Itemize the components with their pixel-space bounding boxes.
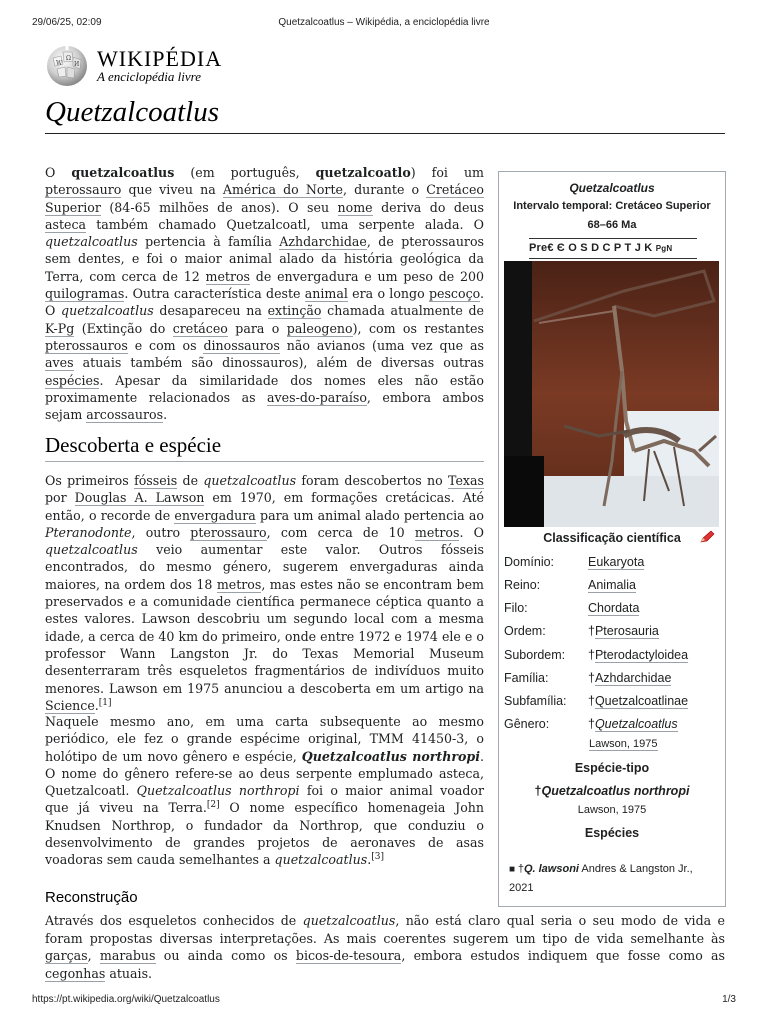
wikipedia-globe-icon xyxy=(45,44,89,88)
infobox xyxy=(498,171,726,907)
page-title: Quetzalcoatlus xyxy=(45,96,725,134)
link-metros-2[interactable]: metros xyxy=(414,524,460,540)
link-envergadura[interactable]: envergadura xyxy=(174,507,256,523)
taxon-row: Subfamília: †Quetzalcoatlinae xyxy=(504,694,689,708)
reference-1[interactable]: [1] xyxy=(98,697,112,708)
species-list-item: ■ †Q. lawsoni Andres & Langston Jr., 2021 xyxy=(509,863,693,894)
link-cretaceo[interactable]: cretáceo xyxy=(172,320,228,336)
type-species-authority: Lawson, 1975 xyxy=(577,804,647,816)
print-doc-title: Quetzalcoatlus – Wikipédia, a enciclopédia livre xyxy=(278,17,490,28)
taxon-row: Família: †Azhdarchidae xyxy=(504,671,672,685)
infobox-temporal-range: Intervalo temporal: Cretáceo Superior xyxy=(513,200,711,212)
link-dinossauros[interactable]: dinossauros xyxy=(203,337,280,353)
section-divider xyxy=(45,461,484,462)
taxon-link[interactable]: Eukaryota xyxy=(588,555,645,569)
type-species: †Quetzalcoatlus northropi xyxy=(534,784,690,798)
timeline-period: N xyxy=(666,244,673,253)
wikipedia-logo[interactable] xyxy=(45,44,265,88)
species-heading: Espécies xyxy=(584,826,640,840)
link-garcas[interactable]: garças xyxy=(45,948,88,963)
infobox-ma: 68–66 Ma xyxy=(587,219,637,231)
taxon-row: Ordem: †Pterosauria xyxy=(504,624,659,638)
skeleton-photo[interactable] xyxy=(504,261,719,527)
svg-text:Ω: Ω xyxy=(66,55,71,62)
link-lawson[interactable]: Lawson, 1975 xyxy=(589,738,658,750)
wikipedia-wordmark: WIKIPÉDIA xyxy=(97,46,223,71)
link-aves[interactable]: aves xyxy=(45,355,74,371)
timeline-period: Pre€ xyxy=(529,242,554,254)
taxon-link[interactable]: Animalia xyxy=(588,578,636,592)
taxon-row: Reino: Animalia xyxy=(504,578,636,592)
link-fosseis[interactable]: fósseis xyxy=(134,473,178,488)
link-extincao[interactable]: extinção xyxy=(267,303,322,319)
link-nome[interactable]: nome xyxy=(337,199,373,215)
descoberta-paragraph-2: Naquele mesmo ano, em uma carta subsequente ao mesmo periódico, ele fez o grande espécime original, TMM 41450-3, o holótipo de um novo gênero e espécie, Quetzalcoatlus northropi. O nome do gênero refere-se ao deus serpente emplumado asteca, Quetzalcoatl. Quetzalcoatlus northropi foi o maior animal voador que já viveu na Terra.[2] O nome específico homenageia John Knudsen Northrop, o fundador da Northrop, que conduziu o desenvolvimento de grandes projetos de aeronaves de asas voadoras sem cauda semelhantes a quetzalcoatlus.[3] xyxy=(45,714,484,868)
section-heading-reconstrucao: Reconstrução xyxy=(45,889,138,906)
link-bicos-de-tesoura[interactable]: bicos-de-tesoura xyxy=(295,948,402,963)
link-pterossauro-2[interactable]: pterossauro xyxy=(190,524,267,540)
link-azhdarchidae[interactable]: Azhdarchidae xyxy=(279,234,367,250)
geologic-timeline[interactable] xyxy=(529,242,697,258)
link-animal[interactable]: animal xyxy=(304,286,348,302)
link-k-pg[interactable]: K-Pg xyxy=(45,320,75,336)
taxon-row: Domínio: Eukaryota xyxy=(504,555,645,569)
link-quilogramas[interactable]: quilogramas xyxy=(45,286,125,302)
taxon-link[interactable]: Pterosauria xyxy=(594,624,659,638)
link-texas[interactable]: Texas xyxy=(448,473,484,488)
link-cretaceo-superior[interactable]: Cretáceo Superior xyxy=(45,182,484,215)
link-pescoco[interactable]: pescoço xyxy=(428,286,480,302)
timeline-period: D xyxy=(591,242,600,254)
link-cegonhas[interactable]: cegonhas xyxy=(45,965,106,981)
pencil-icon[interactable] xyxy=(699,530,715,544)
taxon-link[interactable]: Quetzalcoatlus xyxy=(594,717,678,731)
timeline-period: Pg xyxy=(655,244,667,253)
taxon-link[interactable]: Pterodactyloidea xyxy=(594,648,689,662)
reconstrucao-paragraph: Através dos esqueletos conhecidos de quetzalcoatlus, não está claro qual seria o seu modo de vida e foram propostas diversas interpretações. As mais coerentes sugerem um tipo de vida semelhante às garças, marabus ou ainda como os bicos-de-tesoura, embora estudos indiquem que fosse como as cegonhas atuais. xyxy=(45,913,725,981)
print-page-number: 1/3 xyxy=(722,994,736,1005)
link-marabus[interactable]: marabus xyxy=(99,948,156,963)
timeline-period: Є xyxy=(556,242,565,254)
genus-authority xyxy=(589,738,658,750)
taxon-link[interactable]: Chordata xyxy=(588,601,640,615)
timeline-period: P xyxy=(613,242,622,254)
print-url: https://pt.wikipedia.org/wiki/Quetzalcoatlus xyxy=(32,994,220,1005)
link-pterossauro[interactable]: pterossauro xyxy=(45,182,122,198)
link-science[interactable]: Science xyxy=(45,697,95,713)
timeline-top-line xyxy=(529,238,697,239)
timeline-period: S xyxy=(580,242,588,254)
link-metros[interactable]: metros xyxy=(205,268,251,284)
link-pterossauros[interactable]: pterossauros xyxy=(45,337,128,353)
link-america-do-norte[interactable]: América do Norte xyxy=(222,182,343,198)
timeline-period: T xyxy=(624,242,632,254)
svg-text:W: W xyxy=(56,60,63,67)
svg-text:И: И xyxy=(74,61,80,68)
intro-paragraph: O quetzalcoatlus (em português, quetzalcoatlo) foi um pterossauro que viveu na América do Norte, durante o Cretáceo Superior (84-65 milhões de anos). O seu nome deriva do deus asteca também chamado Quetzalcoatl, uma serpente alada. O quetzalcoatlus pertencia à família Azhdarchidae, de pterossauros sem dentes, e foi o maior animal alado da história geológica da Terra, com cerca de 12 metros de envergadura e um peso de 200 quilogramas. Outra característica deste animal era o longo pescoço. O quetzalcoatlus desapareceu na extinção chamada atualmente de K-Pg (Extinção do cretáceo para o paleogeno), com os restantes pterossauros e com os dinossauros não avianos (uma vez que as aves atuais também são dinossauros), além de diversas outras espécies. Apesar da similaridade dos nomes eles não estão proximamente relacionados as aves-do-paraíso, embora ambos sejam arcossauros. xyxy=(45,165,485,423)
link-douglas-lawson[interactable]: Douglas A. Lawson xyxy=(74,490,205,506)
link-especies[interactable]: espécies xyxy=(45,372,100,388)
timeline-period: O xyxy=(568,242,577,254)
print-footer xyxy=(32,994,736,1008)
classification-heading: Classificação científica xyxy=(543,531,681,545)
timeline-period: K xyxy=(644,242,653,254)
section-heading-descoberta: Descoberta e espécie xyxy=(45,433,222,457)
reference-2[interactable]: [2] xyxy=(206,800,220,811)
link-arcossauros[interactable]: arcossauros xyxy=(86,407,164,423)
descoberta-paragraph-1: Os primeiros fósseis de quetzalcoatlus foram descobertos no Texas por Douglas A. Lawson em 1970, em formações cretácicas. Até então, o recorde de envergadura para um animal alado pertencia ao Pteranodonte, outro pterossauro, com cerca de 10 metros. O quetzalcoatlus veio aumentar este valor. Outros fósseis encontrados, do mesmo género, sugerem envergaduras ainda maiores, na ordem dos 18 metros, mas estes não se encontram bem preservados e a comunidade científica permanece céptica quanto a estes valores. Lawson descobriu um segundo local com a mesma idade, a cerca de 40 km do primeiro, onde entre 1972 e 1974 ele e o professor Wann Langston Jr. do Texas Memorial Museum desenterraram três esqueletos fragmentários de indivíduos muito menores. Lawson em 1975 anunciou a descoberta em um artigo na Science.[1] xyxy=(45,473,485,713)
taxon-row: Subordem: †Pterodactyloidea xyxy=(504,648,689,662)
timeline-period: C xyxy=(602,242,611,254)
timeline-period: J xyxy=(634,242,642,254)
infobox-title: Quetzalcoatlus xyxy=(569,181,655,195)
print-datetime: 29/06/25, 02:09 xyxy=(32,17,102,28)
taxon-row: Gênero: †Quetzalcoatlus xyxy=(504,717,678,731)
reference-3[interactable]: [3] xyxy=(371,852,384,863)
print-header xyxy=(32,17,736,31)
taxon-row: Filo: Chordata xyxy=(504,601,640,615)
taxon-link[interactable]: Quetzalcoatlinae xyxy=(594,694,689,708)
link-metros-3[interactable]: metros xyxy=(216,576,262,592)
link-q-lawsoni[interactable]: Q. lawsoni xyxy=(523,863,579,875)
taxon-link[interactable]: Azhdarchidae xyxy=(594,671,672,685)
link-asteca[interactable]: asteca xyxy=(45,216,87,232)
link-paleogeno[interactable]: paleogeno xyxy=(286,320,353,336)
type-species-heading: Espécie-tipo xyxy=(574,761,650,775)
timeline-bottom-line xyxy=(529,258,697,259)
link-aves-do-paraiso[interactable]: aves-do-paraíso xyxy=(267,389,367,405)
wikipedia-tagline: A enciclopédia livre xyxy=(97,69,201,84)
